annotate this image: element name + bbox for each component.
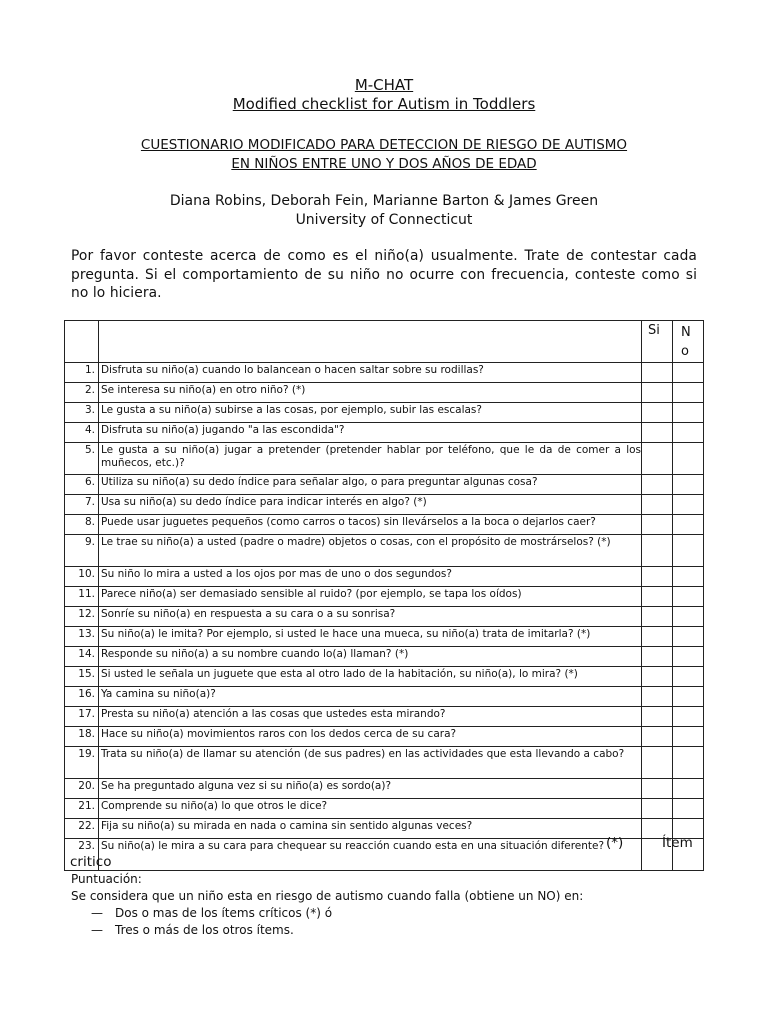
column-label-si: Si bbox=[648, 323, 660, 338]
question-text: Se ha preguntado alguna vez si su niño(a) es sordo(a)? bbox=[98, 779, 641, 799]
answer-no-cell[interactable] bbox=[673, 607, 704, 627]
table-row bbox=[65, 607, 704, 627]
answer-no-cell[interactable] bbox=[673, 363, 704, 383]
column-label-no-line2: o bbox=[681, 344, 689, 359]
answer-si-cell[interactable] bbox=[642, 607, 673, 627]
answer-si-cell[interactable] bbox=[642, 515, 673, 535]
table-row bbox=[65, 647, 704, 667]
answer-no-cell[interactable] bbox=[673, 515, 704, 535]
answer-no-cell[interactable] bbox=[673, 747, 704, 779]
question-text: Presta su niño(a) atención a las cosas que ustedes esta mirando? bbox=[98, 707, 641, 727]
table-row bbox=[65, 627, 704, 647]
answer-si-cell[interactable] bbox=[642, 587, 673, 607]
table-row bbox=[65, 587, 704, 607]
question-text: Le trae su niño(a) a usted (padre o madre) objetos o cosas, con el propósito de mostrárselos? (*) bbox=[98, 535, 641, 567]
scoring-bullet-1 bbox=[71, 905, 583, 922]
answer-si-cell[interactable] bbox=[642, 423, 673, 443]
answer-si-cell[interactable] bbox=[642, 475, 673, 495]
question-text: Usa su niño(a) su dedo índice para indicar interés en algo? (*) bbox=[98, 495, 641, 515]
question-number: 13. bbox=[65, 627, 99, 647]
question-number: 2. bbox=[65, 383, 99, 403]
question-text: Puede usar juguetes pequeños (como carros o tacos) sin llevárselos a la boca o dejarlos caer? bbox=[98, 515, 641, 535]
scoring-bullet-2 bbox=[71, 922, 583, 939]
critical-word: critico bbox=[70, 854, 112, 870]
answer-no-cell[interactable] bbox=[673, 383, 704, 403]
answer-si-cell[interactable] bbox=[642, 779, 673, 799]
document-subtitle-english: Modified checklist for Autism in Toddlers bbox=[232, 95, 536, 113]
document-title: M-CHAT bbox=[354, 76, 414, 94]
question-number: 16. bbox=[65, 687, 99, 707]
question-text: Su niño lo mira a usted a los ojos por mas de uno o dos segundos? bbox=[98, 567, 641, 587]
scoring-bullet-1-text: Dos o mas de los ítems críticos (*) ó bbox=[115, 906, 333, 920]
answer-no-cell[interactable] bbox=[673, 403, 704, 423]
table-row bbox=[65, 567, 704, 587]
answer-no-cell[interactable] bbox=[673, 687, 704, 707]
question-number: 7. bbox=[65, 495, 99, 515]
subtitle-spanish-line-1: CUESTIONARIO MODIFICADO PARA DETECCION DE RIESGO DE AUTISMO bbox=[140, 137, 628, 153]
question-number: 21. bbox=[65, 799, 99, 819]
table-row bbox=[65, 383, 704, 403]
answer-no-cell[interactable] bbox=[673, 799, 704, 819]
table-row bbox=[65, 495, 704, 515]
question-text: Le gusta a su niño(a) jugar a pretender (pretender hablar por teléfono, que le da de comer a los muñecos, etc.)? bbox=[98, 443, 641, 475]
answer-no-cell[interactable] bbox=[673, 627, 704, 647]
question-number: 11. bbox=[65, 587, 99, 607]
critical-marker: (*) bbox=[606, 835, 624, 851]
question-text: Su niño(a) le imita? Por ejemplo, si usted le hace una mueca, su niño(a) trata de imitarla? (*) bbox=[98, 627, 641, 647]
question-number: 6. bbox=[65, 475, 99, 495]
question-text: Responde su niño(a) a su nombre cuando lo(a) llaman? (*) bbox=[98, 647, 641, 667]
questionnaire-table bbox=[64, 320, 704, 871]
question-number: 15. bbox=[65, 667, 99, 687]
answer-si-cell[interactable] bbox=[642, 647, 673, 667]
question-number: 4. bbox=[65, 423, 99, 443]
table-row bbox=[65, 727, 704, 747]
answer-si-cell[interactable] bbox=[642, 747, 673, 779]
question-number: 12. bbox=[65, 607, 99, 627]
answer-no-cell[interactable] bbox=[673, 475, 704, 495]
answer-si-cell[interactable] bbox=[642, 567, 673, 587]
question-text: Su niño(a) le mira a su cara para chequear su reacción cuando esta en una situación diferente? bbox=[98, 839, 641, 871]
question-number: 20. bbox=[65, 779, 99, 799]
answer-si-cell[interactable] bbox=[642, 667, 673, 687]
subtitle-spanish-line-2: EN NIÑOS ENTRE UNO Y DOS AÑOS DE EDAD bbox=[231, 156, 537, 172]
answer-si-cell[interactable] bbox=[642, 687, 673, 707]
table-row bbox=[65, 687, 704, 707]
question-text: Comprende su niño(a) lo que otros le dice? bbox=[98, 799, 641, 819]
authors-block bbox=[0, 192, 768, 230]
answer-no-cell[interactable] bbox=[673, 707, 704, 727]
header-empty-num bbox=[65, 321, 99, 363]
table-row bbox=[65, 535, 704, 567]
answer-no-cell[interactable] bbox=[673, 423, 704, 443]
scoring-section bbox=[71, 871, 583, 939]
table-row bbox=[65, 779, 704, 799]
question-text: Parece niño(a) ser demasiado sensible al ruido? (por ejemplo, se tapa los oídos) bbox=[98, 587, 641, 607]
bullet-dash: — bbox=[91, 923, 103, 937]
answer-si-cell[interactable] bbox=[642, 727, 673, 747]
question-text: Ya camina su niño(a)? bbox=[98, 687, 641, 707]
answer-si-cell[interactable] bbox=[642, 627, 673, 647]
critical-item-label: Ítem bbox=[662, 835, 693, 851]
question-number: 3. bbox=[65, 403, 99, 423]
table-row bbox=[65, 443, 704, 475]
table-row bbox=[65, 403, 704, 423]
column-label-no bbox=[673, 321, 703, 361]
table-row bbox=[65, 515, 704, 535]
question-text: Hace su niño(a) movimientos raros con los dedos cerca de su cara? bbox=[98, 727, 641, 747]
question-text: Disfruta su niño(a) jugando "a las escondida"? bbox=[98, 423, 641, 443]
question-number: 8. bbox=[65, 515, 99, 535]
question-number: 5. bbox=[65, 443, 99, 475]
column-header-si bbox=[642, 321, 673, 363]
answer-no-cell[interactable] bbox=[673, 567, 704, 587]
column-header-no bbox=[673, 321, 704, 363]
table-row bbox=[65, 363, 704, 383]
answer-si-cell[interactable] bbox=[642, 799, 673, 819]
question-text: Disfruta su niño(a) cuando lo balancean o hacen saltar sobre su rodillas? bbox=[98, 363, 641, 383]
question-number: 22. bbox=[65, 819, 99, 839]
answer-no-cell[interactable] bbox=[673, 587, 704, 607]
column-label-no-line1: N bbox=[681, 325, 691, 340]
answer-no-cell[interactable] bbox=[673, 647, 704, 667]
authors: Diana Robins, Deborah Fein, Marianne Barton & James Green bbox=[169, 193, 599, 209]
answer-no-cell[interactable] bbox=[673, 535, 704, 567]
question-number: 19. bbox=[65, 747, 99, 779]
answer-si-cell[interactable] bbox=[642, 535, 673, 567]
answer-si-cell[interactable] bbox=[642, 363, 673, 383]
answer-no-cell[interactable] bbox=[673, 779, 704, 799]
table-row bbox=[65, 475, 704, 495]
scoring-bullet-2-text: Tres o más de los otros ítems. bbox=[115, 923, 294, 937]
scoring-heading: Puntuación: bbox=[71, 872, 142, 886]
header-empty-question bbox=[98, 321, 641, 363]
answer-no-cell[interactable] bbox=[673, 667, 704, 687]
table-row bbox=[65, 747, 704, 779]
table-row bbox=[65, 667, 704, 687]
question-number: 14. bbox=[65, 647, 99, 667]
question-text: Utiliza su niño(a) su dedo índice para señalar algo, o para preguntar algunas cosa? bbox=[98, 475, 641, 495]
table-row bbox=[65, 799, 704, 819]
answer-no-cell[interactable] bbox=[673, 495, 704, 515]
question-text: Fija su niño(a) su mirada en nada o camina sin sentido algunas veces? bbox=[98, 819, 641, 839]
bullet-dash: — bbox=[91, 906, 103, 920]
question-number: 17. bbox=[65, 707, 99, 727]
table-header-row bbox=[65, 321, 704, 363]
question-number: 1. bbox=[65, 363, 99, 383]
question-number: 10. bbox=[65, 567, 99, 587]
answer-si-cell[interactable] bbox=[642, 707, 673, 727]
question-number: 23. bbox=[65, 839, 99, 871]
answer-no-cell[interactable] bbox=[673, 727, 704, 747]
question-text: Le gusta a su niño(a) subirse a las cosas, por ejemplo, subir las escalas? bbox=[98, 403, 641, 423]
question-number: 18. bbox=[65, 727, 99, 747]
answer-si-cell[interactable] bbox=[642, 403, 673, 423]
question-text: Trata su niño(a) de llamar su atención (de sus padres) en las actividades que esta llevando a cabo? bbox=[98, 747, 641, 779]
answer-no-cell[interactable] bbox=[673, 443, 704, 475]
answer-si-cell[interactable] bbox=[642, 443, 673, 475]
question-number: 9. bbox=[65, 535, 99, 567]
table-row bbox=[65, 707, 704, 727]
answer-si-cell[interactable] bbox=[642, 383, 673, 403]
institution: University of Connecticut bbox=[295, 212, 473, 228]
document-subtitle-spanish bbox=[0, 136, 768, 174]
table-row bbox=[65, 423, 704, 443]
scoring-rule: Se considera que un niño esta en riesgo de autismo cuando falla (obtiene un NO) en: bbox=[71, 889, 584, 903]
instructions-paragraph: Por favor conteste acerca de como es el niño(a) usualmente. Trate de contestar cada pregunta. Si el comportamiento de su niño no ocurre con frecuencia, conteste como si no lo hiciera. bbox=[71, 248, 697, 301]
question-text: Se interesa su niño(a) en otro niño? (*) bbox=[98, 383, 641, 403]
question-text: Sonríe su niño(a) en respuesta a su cara o a su sonrisa? bbox=[98, 607, 641, 627]
question-text: Si usted le señala un juguete que esta al otro lado de la habitación, su niño(a), lo mira? (*) bbox=[98, 667, 641, 687]
answer-si-cell[interactable] bbox=[642, 495, 673, 515]
